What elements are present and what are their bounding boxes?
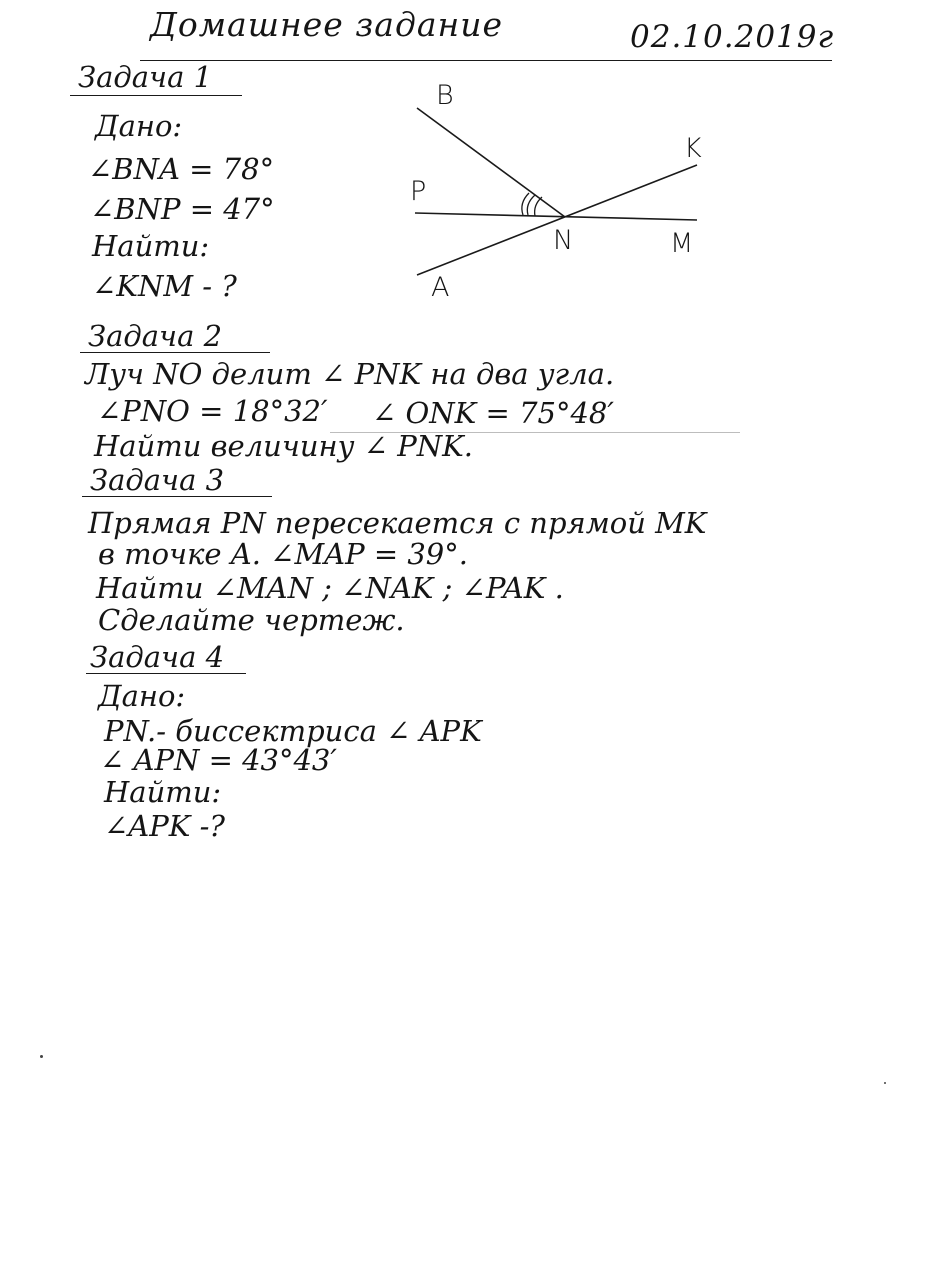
ray-NB	[417, 108, 565, 217]
task2-line-2: ∠PNO = 18°32′	[97, 394, 328, 428]
task2-line-1: Луч NO делит ∠ PNK на два угла.	[85, 357, 615, 391]
task4-line-1: PN.- биссектриса ∠ APK	[104, 714, 482, 748]
point-label-N: N	[553, 225, 574, 256]
task3-line-1: Прямая PN пересекается с прямой MK	[88, 506, 707, 540]
task4-find: ∠APK -?	[104, 809, 225, 843]
header-underline	[140, 60, 832, 61]
task3-line-4: Сделайте чертеж.	[98, 603, 405, 637]
point-label-K: K	[684, 133, 702, 164]
task1-given-label: Дано:	[95, 109, 183, 143]
task1-find-label: Найти:	[92, 229, 210, 263]
point-label-A: A	[431, 272, 450, 303]
task3-line-2: в точке A. ∠MAP = 39°.	[98, 537, 468, 571]
task4-title-underline	[86, 673, 246, 674]
task1-given-2: ∠BNP = 47°	[90, 192, 275, 226]
task3-line-3: Найти ∠MAN ; ∠NAK ; ∠PAK .	[96, 571, 564, 605]
task1-find: ∠KNM - ?	[92, 269, 237, 303]
task2-title-underline	[80, 352, 270, 353]
line-AK	[417, 165, 697, 275]
point-label-M: M	[670, 228, 694, 259]
task4-find-label: Найти:	[104, 775, 222, 809]
task2-line-3: ∠ ONK = 75°48′	[372, 396, 614, 430]
task4-given-label: Дано:	[98, 679, 186, 713]
point-label-P: P	[410, 176, 427, 207]
task2-title: Задача 2	[88, 319, 223, 353]
task1-title-underline	[70, 95, 242, 96]
task3-title: Задача 3	[90, 463, 225, 497]
task3-title-underline	[82, 496, 272, 497]
task4-line-2: ∠ APN = 43°43′	[100, 743, 337, 777]
task4-title: Задача 4	[90, 640, 225, 674]
task1-title: Задача 1	[78, 60, 213, 94]
scan-speck	[40, 1055, 43, 1058]
angle-arc-2	[527, 195, 535, 215]
task1-given-1: ∠BNA = 78°	[88, 152, 275, 186]
scan-speck	[884, 1082, 886, 1084]
page-title: Домашнее задание	[150, 5, 504, 44]
task2-line-4: Найти величину ∠ PNK.	[94, 429, 473, 463]
page-date: 02.10.2019г	[630, 19, 835, 55]
point-label-B: B	[436, 80, 454, 111]
line-PM	[415, 213, 697, 220]
